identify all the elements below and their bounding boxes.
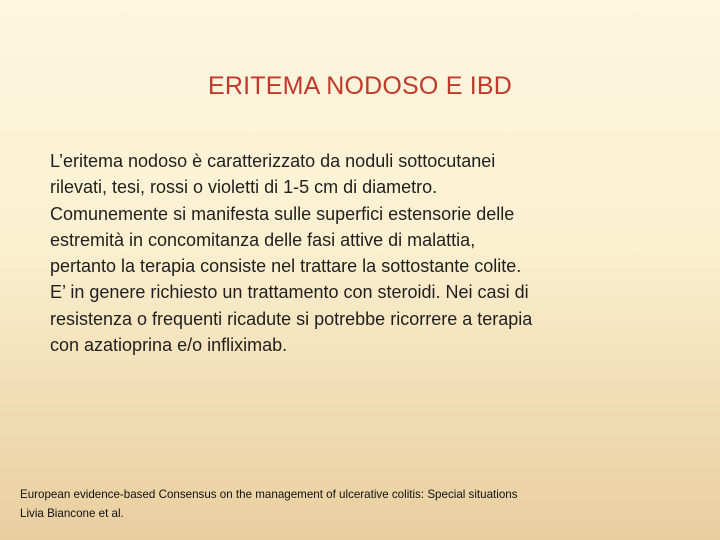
body-line: resistenza o frequenti ricadute si potrebbe ricorrere a terapia	[50, 308, 533, 329]
body-line: E’ in genere richiesto un trattamento con steroidi. Nei casi di	[50, 282, 529, 303]
slide-body	[50, 148, 670, 358]
body-line: estremità in concomitanza delle fasi attive di malattia,	[50, 229, 476, 250]
body-line: Comunemente si manifesta sulle superfici estensorie delle	[50, 203, 515, 224]
body-line: L’eritema nodoso è caratterizzato da noduli sottocutanei	[50, 151, 496, 171]
body-line: pertanto la terapia consiste nel trattare la sottostante colite.	[50, 256, 522, 277]
reference-citation	[20, 485, 700, 523]
reference-title: European evidence-based Consensus on the management of ulcerative colitis: Special situations	[20, 488, 518, 501]
body-line: rilevati, tesi, rossi o violetti di 1-5 cm di diametro.	[50, 177, 438, 198]
reference-authors: Livia Biancone et al.	[20, 507, 124, 520]
slide-title: ERITEMA NODOSO E IBD	[207, 72, 513, 100]
body-line: con azatioprina e/o infliximab.	[50, 335, 288, 356]
